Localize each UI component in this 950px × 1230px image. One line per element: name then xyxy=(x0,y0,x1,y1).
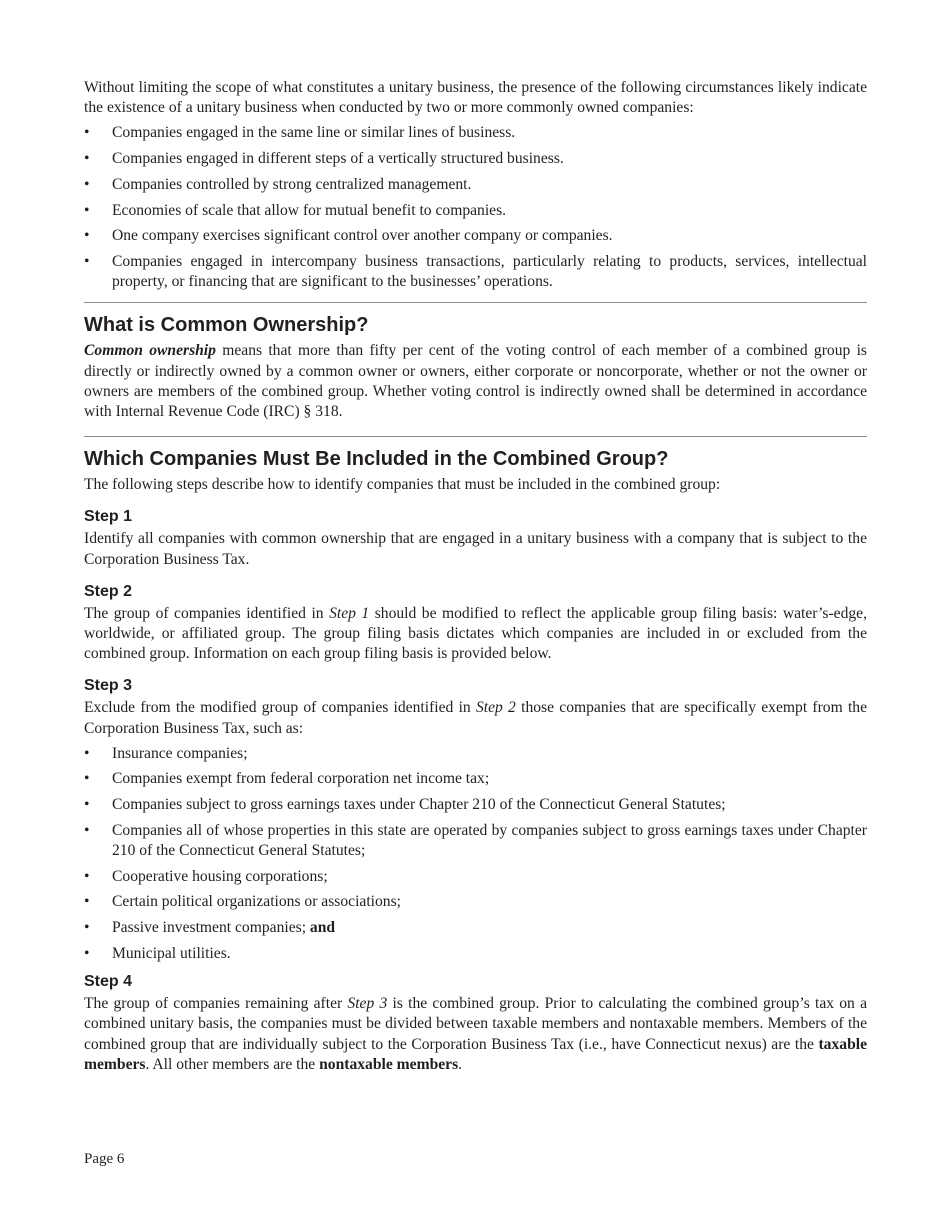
list-item: • Economies of scale that allow for mutual benefit to companies. xyxy=(84,201,507,219)
page-number: Page 6 xyxy=(84,1151,125,1167)
list-item: • Companies controlled by strong centralized management. xyxy=(84,175,472,193)
step-reference: Step 3 xyxy=(347,995,388,1013)
step-reference: Step 1 xyxy=(329,604,370,622)
step-4-paragraph: The group of companies remaining after Step 3 is the combined group. Prior to calculating the combined group’s tax on a combined unitary basis, the companies must be divided between taxable members and nontaxable members. Members of the combined group that are individually subject to the Corporation Business Tax (i.e., have Connecticut nexus) are the taxable members. All other members are the nontaxable members. xyxy=(84,995,867,1073)
step-2-paragraph: The group of companies identified in Step 1 should be modified to reflect the applicable group filing basis: water’s-edge, worldwide, or affiliated group. The group filing basis dictates which companies are included in or excluded from the combined group. Information on each group filing basis is provided below. xyxy=(84,604,868,663)
list-item: • Certain political organizations or associations; xyxy=(84,893,401,911)
document-page xyxy=(84,78,867,1075)
list-item: • Municipal utilities. xyxy=(84,944,231,962)
nontaxable-members-term: nontaxable members xyxy=(319,1055,459,1073)
exempt-companies-list xyxy=(84,744,867,964)
section-divider xyxy=(84,436,867,437)
step-3-heading: Step 3 xyxy=(84,677,133,695)
list-item: • Companies exempt from federal corporation net income tax; xyxy=(84,770,490,788)
step-3-paragraph: Exclude from the modified group of companies identified in Step 2 those companies that are specifically exempt from the Corporation Business Tax, such as: xyxy=(84,699,868,737)
list-item: • Companies all of whose properties in this state are operated by companies subject to gross earnings taxes under Chapter 210 of the Connecticut General Statutes; xyxy=(84,821,867,860)
step-1-heading: Step 1 xyxy=(84,508,133,526)
list-item: • Passive investment companies; and xyxy=(84,919,336,937)
unitary-circumstances-list xyxy=(84,123,867,292)
combined-group-heading: Which Companies Must Be Included in the Combined Group? xyxy=(84,448,669,471)
list-item: • Companies engaged in intercompany business transactions, particularly relating to products, services, intellectual property, or financing that are significant to the businesses’ operations. xyxy=(84,252,867,291)
step-reference: Step 2 xyxy=(475,699,516,717)
list-item: • Companies subject to gross earnings taxes under Chapter 210 of the Connecticut General Statutes; xyxy=(84,796,726,814)
common-ownership-paragraph: Common ownership means that more than fifty per cent of the voting control of each member of a combined group is directly or indirectly owned by a common owner or owners, either corporate or noncorporate, whether or not the owner or owners are members of the combined group. Whether voting control is indirectly owned shall be determined in accordance with Internal Revenue Code (IRC) § 318. xyxy=(84,342,867,420)
common-ownership-heading: What is Common Ownership? xyxy=(84,314,369,337)
step-1-paragraph: Identify all companies with common ownership that are engaged in a unitary business with a company that is subject to the Corporation Business Tax. xyxy=(84,530,867,568)
list-item: • Cooperative housing corporations; xyxy=(84,867,328,885)
section-divider xyxy=(84,302,867,303)
step-4-heading: Step 4 xyxy=(84,973,133,991)
list-item: • One company exercises significant control over another company or companies. xyxy=(84,227,613,245)
common-ownership-term: Common ownership xyxy=(84,342,216,360)
step-2-heading: Step 2 xyxy=(84,582,133,600)
list-item: • Companies engaged in the same line or similar lines of business. xyxy=(84,124,516,142)
list-item: • Companies engaged in different steps of a vertically structured business. xyxy=(84,150,564,168)
intro-paragraph: Without limiting the scope of what constitutes a unitary business, the presence of the following circumstances likely indicate the existence of a unitary business when conducted by two or more commonly owned companies: xyxy=(84,79,867,117)
combined-group-intro: The following steps describe how to identify companies that must be included in the combined group: xyxy=(84,476,721,494)
taxable-members-term: taxable members xyxy=(84,1035,867,1073)
list-item: • Insurance companies; xyxy=(84,744,248,762)
